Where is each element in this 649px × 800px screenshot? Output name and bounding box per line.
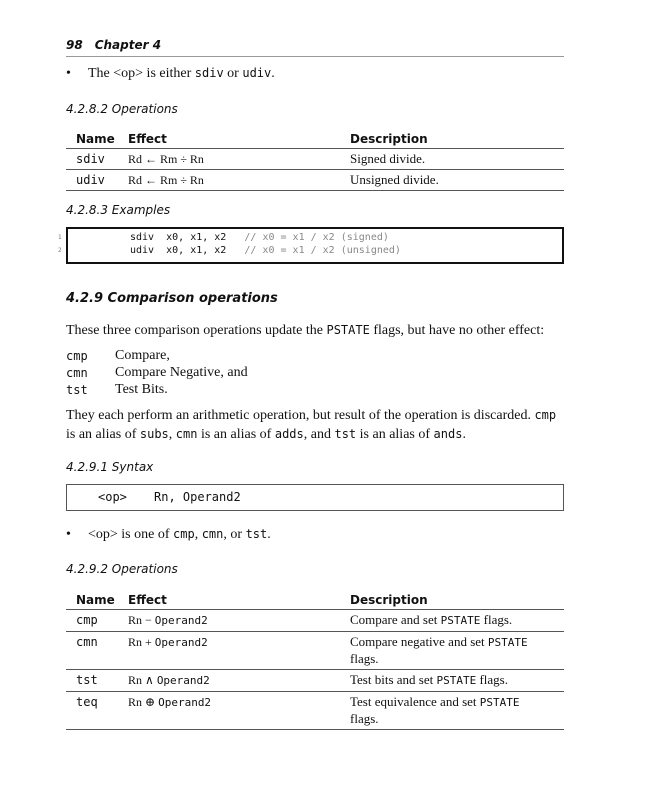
cell-description (340, 670, 564, 692)
code-inline: adds (274, 427, 304, 441)
cell-name: sdiv (66, 149, 118, 170)
text: is an alias of (356, 427, 434, 442)
text: , or (223, 527, 246, 542)
operations-table-divide (66, 128, 564, 191)
effect-symbol: ∧ (142, 673, 157, 687)
bullet-dot: • (66, 527, 71, 542)
cell-name: cmp (66, 610, 118, 632)
def-description: Compare, (115, 348, 170, 363)
table-row (66, 610, 564, 632)
cell-effect (118, 610, 340, 632)
code-inline: tst (334, 427, 357, 441)
heading-4283-examples: 4.2.8.3 Examples (66, 203, 171, 217)
code-pstate: PSTATE (436, 674, 477, 687)
code-inline: cmn (175, 427, 198, 441)
cell-effect (118, 692, 340, 730)
text: Test bits and set (350, 672, 437, 687)
alias-paragraph (66, 406, 564, 444)
code-pstate: PSTATE (440, 614, 481, 627)
table-row (66, 632, 564, 670)
text: or (223, 66, 243, 81)
heading-4292-operations: 4.2.9.2 Operations (66, 562, 178, 576)
text: . (267, 527, 271, 542)
example-code-block (66, 227, 564, 264)
effect-reg: Rn (128, 673, 143, 687)
bullet-text (88, 66, 275, 82)
running-head (66, 36, 564, 57)
text: They each perform an arithmetic operation, but result of the operation is discarded. (66, 408, 535, 423)
code-pstate: PSTATE (326, 323, 370, 337)
text: . (462, 427, 466, 442)
line-number: 2 (58, 247, 62, 254)
effect-operand: Operand2 (154, 636, 208, 649)
bullet-text (88, 527, 271, 543)
code-sdiv: sdiv (194, 66, 224, 80)
code-comment: // x0 = x1 / x2 (signed) (244, 232, 389, 243)
code-text: udiv x0, x1, x2 (130, 245, 227, 256)
code-inline: cmp (534, 408, 557, 422)
def-term: cmp (66, 349, 88, 363)
cell-effect: Rd ← Rm ÷ Rn (118, 149, 340, 170)
col-effect: Effect (118, 589, 340, 610)
effect-reg: Rn (128, 635, 143, 649)
text: Compare and set (350, 612, 441, 627)
operations-table-compare (66, 589, 564, 730)
cell-description: Signed divide. (340, 149, 564, 170)
cell-name: tst (66, 670, 118, 692)
code-cmp: cmp (173, 527, 195, 541)
effect-operand: Operand2 (154, 614, 208, 627)
heading-429-comparison-operations: 4.2.9 Comparison operations (66, 291, 278, 306)
cell-name: teq (66, 692, 118, 730)
table-row (66, 170, 564, 191)
effect-symbol: ⊕ (142, 695, 159, 709)
table-row (66, 670, 564, 692)
table-header-row (66, 128, 564, 149)
cell-name: cmn (66, 632, 118, 670)
cell-description (340, 610, 564, 632)
syntax-args: Rn, Operand2 (154, 490, 241, 504)
code-tst: tst (245, 527, 268, 541)
syntax-op: <op> (98, 490, 127, 504)
text: flags, but have no other effect: (369, 323, 545, 338)
code-line (130, 232, 389, 243)
col-name: Name (66, 589, 118, 610)
syntax-box (66, 484, 564, 511)
cell-effect (118, 670, 340, 692)
cell-description (340, 692, 564, 730)
text: , (194, 527, 202, 542)
cell-description: Unsigned divide. (340, 170, 564, 191)
heading-4282-operations: 4.2.8.2 Operations (66, 102, 178, 116)
text: , (168, 427, 176, 442)
text: flags. (350, 711, 379, 726)
cell-description (340, 632, 564, 670)
code-pstate: PSTATE (487, 636, 528, 649)
bullet-op-sdiv-udiv (0, 66, 649, 84)
cell-effect (118, 632, 340, 670)
code-text: sdiv x0, x1, x2 (130, 232, 227, 243)
table-row (66, 149, 564, 170)
code-line (130, 245, 401, 256)
effect-symbol: + (142, 635, 155, 649)
def-term: tst (66, 383, 88, 397)
page-number: 98 (66, 38, 83, 52)
code-inline: ands (433, 427, 463, 441)
code-inline: subs (139, 427, 169, 441)
effect-symbol: − (142, 613, 155, 627)
code-comment: // x0 = x1 / x2 (unsigned) (244, 245, 401, 256)
text: These three comparison operations update the (66, 323, 327, 338)
bullet-op-list (0, 527, 649, 545)
line-number: 1 (58, 234, 62, 241)
col-name: Name (66, 128, 118, 149)
effect-reg: Rn (128, 695, 143, 709)
cell-effect: Rd ← Rm ÷ Rn (118, 170, 340, 191)
table-row (66, 692, 564, 730)
intro-paragraph (66, 321, 564, 340)
text: is an alias of (66, 427, 140, 442)
effect-reg: Rn (128, 613, 143, 627)
text: The <op> is either (88, 66, 195, 81)
code-pstate: PSTATE (479, 696, 520, 709)
cell-name: udiv (66, 170, 118, 191)
def-description: Test Bits. (115, 382, 168, 397)
text: . (271, 66, 275, 81)
code-udiv: udiv (242, 66, 272, 80)
text: Compare negative and set (350, 634, 488, 649)
text: flags. (350, 651, 379, 666)
def-description: Compare Negative, and (115, 365, 248, 380)
text: , and (303, 427, 335, 442)
text: is an alias of (197, 427, 275, 442)
effect-operand: Operand2 (156, 674, 210, 687)
bullet-dot: • (66, 66, 71, 81)
col-effect: Effect (118, 128, 340, 149)
text: flags. (480, 612, 513, 627)
heading-4291-syntax: 4.2.9.1 Syntax (66, 460, 154, 474)
def-term: cmn (66, 366, 88, 380)
chapter-title: Chapter 4 (94, 38, 162, 52)
text: Test equivalence and set (350, 694, 480, 709)
code-cmn: cmn (201, 527, 224, 541)
col-description: Description (340, 589, 564, 610)
effect-operand: Operand2 (158, 696, 212, 709)
text: <op> is one of (88, 527, 174, 542)
col-description: Description (340, 128, 564, 149)
text: flags. (476, 672, 508, 687)
table-header-row (66, 589, 564, 610)
